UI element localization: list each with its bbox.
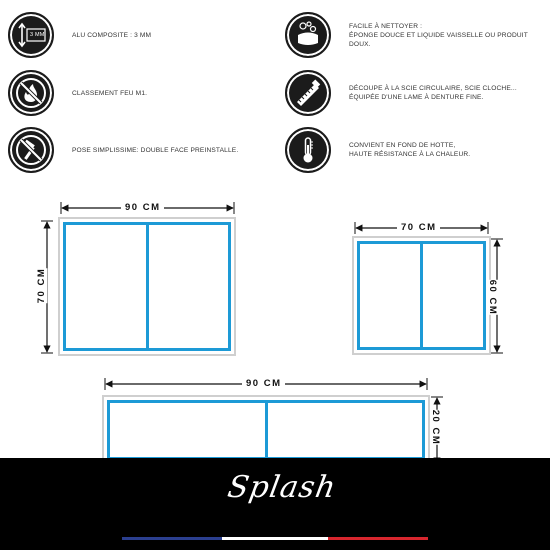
feature-installation <box>8 127 238 173</box>
panel-70x60 <box>352 236 491 355</box>
panel-left-half <box>360 244 420 347</box>
feature-text <box>349 141 470 159</box>
feature-line: ÉQUIPÉE D'UNE LAME À DENTURE FINE. <box>349 94 484 101</box>
width-label: 90 CM <box>121 202 164 213</box>
feature-text <box>72 89 147 98</box>
feature-cutting <box>285 70 517 116</box>
feature-line: FACILE À NETTOYER : <box>349 22 423 30</box>
flag-stripe-blue <box>122 537 222 540</box>
width-label: 90 CM <box>242 378 285 389</box>
feature-cleaning <box>285 12 550 58</box>
panel-90x20 <box>102 395 430 465</box>
panel-right-half <box>146 225 229 348</box>
sponge-cleaning-icon <box>285 12 331 58</box>
feature-heat <box>285 127 470 173</box>
feature-line: ÉPONGE DOUCE ET LIQUIDE VAISSELLE OU PRODUIT DOUX. <box>349 31 528 48</box>
thermometer-icon <box>285 127 331 173</box>
feature-line: ALU COMPOSITE : 3 MM <box>72 31 152 39</box>
width-label: 70 CM <box>397 222 440 233</box>
flag-stripe-white <box>222 537 328 540</box>
height-label: 60 CM <box>487 279 499 316</box>
saw-icon <box>285 70 331 116</box>
feature-line: HAUTE RÉSISTANCE À LA CHALEUR. <box>349 151 471 158</box>
feature-line: CLASSEMENT FEU M1. <box>72 89 148 97</box>
panel-left-half <box>66 225 146 348</box>
feature-text <box>72 146 238 155</box>
brand-logo: Splash <box>224 470 340 505</box>
feature-text <box>349 84 517 102</box>
panel-90x70 <box>58 217 236 356</box>
feature-text <box>349 22 550 49</box>
panel-frame <box>63 222 231 351</box>
height-label: 20 CM <box>430 409 442 446</box>
height-label: 70 CM <box>36 267 48 304</box>
no-tools-icon <box>8 127 54 173</box>
panel-right-half <box>265 403 423 457</box>
flag-stripe-red <box>328 537 428 540</box>
feature-fire <box>8 70 147 116</box>
panel-left-half <box>110 403 265 457</box>
feature-line: DÉCOUPE À LA SCIE CIRCULAIRE, SCIE CLOCHE... <box>349 85 517 92</box>
panel-frame <box>357 241 486 350</box>
panel-frame <box>107 400 425 460</box>
feature-text <box>72 31 151 40</box>
feature-line: CONVIENT EN FOND DE HOTTE, <box>349 142 456 149</box>
feature-line: POSE SIMPLISSIME: DOUBLE FACE PREINSTALLE. <box>72 146 239 154</box>
badge-label: 3 MM <box>30 32 45 38</box>
no-fire-icon <box>8 70 54 116</box>
panel-right-half <box>420 244 483 347</box>
